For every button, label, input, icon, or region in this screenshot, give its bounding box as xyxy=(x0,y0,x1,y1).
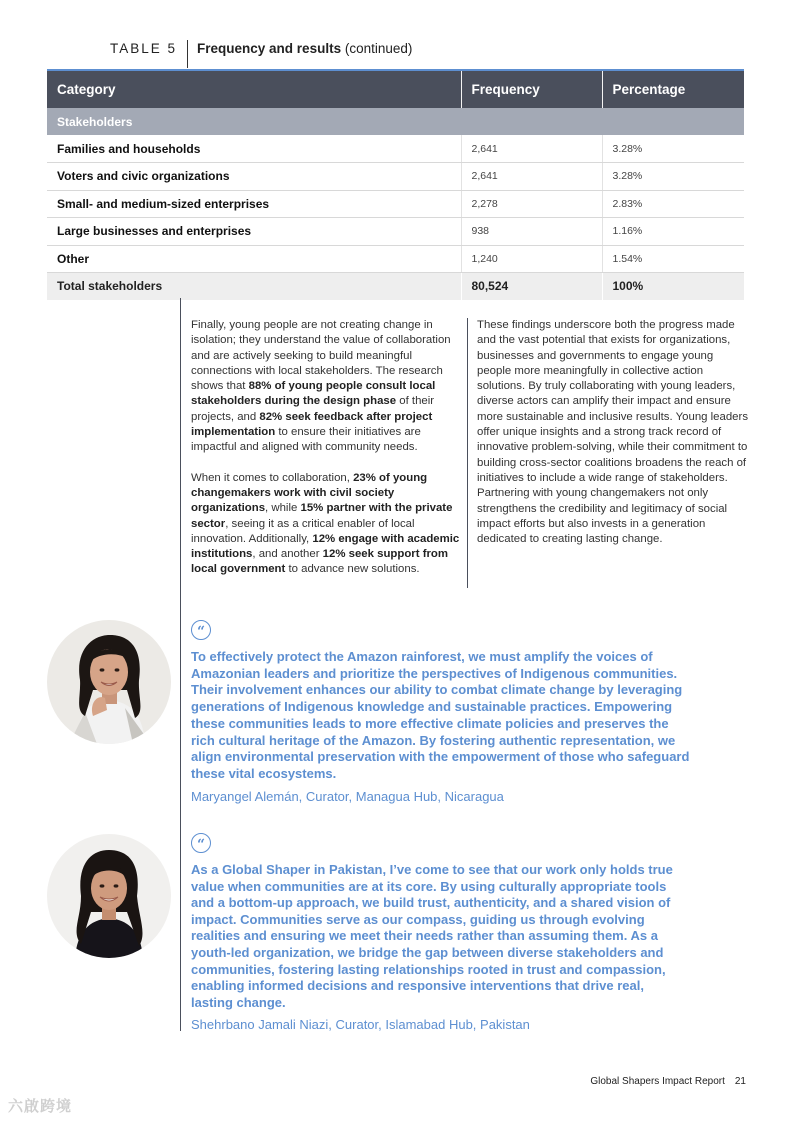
table-title-bold: Frequency and results xyxy=(197,41,342,56)
text-emphasis: 88% of young people consult local stakeholders during the design phase xyxy=(191,380,436,408)
total-row xyxy=(47,273,744,300)
row-category: Small- and medium-sized enterprises xyxy=(47,190,461,218)
text-run: to advance new solutions. xyxy=(285,563,420,576)
row-category: Families and households xyxy=(47,135,461,163)
table-row xyxy=(47,245,744,273)
quote-text: As a Global Shaper in Pakistan, I’ve come to see that our work only holds true value when communities are at its core. By using culturally appropriate tools and a bottom-up approach, we build trust, authenticity, and a shared vision of impact. Communities serve as our compass, guiding us through evolving realities and ensuring we meet their needs rather than assuming them. As a youth-led organization, we bridge the gap between diverse stakeholders and communities, fostering lasting relationships rooted in trust and compassion, enabling informed decisions and responsive interventions that drive real, lasting change. xyxy=(191,862,673,1010)
total-category: Total stakeholders xyxy=(47,273,461,300)
row-percentage: 3.28% xyxy=(602,135,744,163)
row-category: Large businesses and enterprises xyxy=(47,218,461,246)
paragraph-findings: These findings underscore both the progress made and the vast potential that exists for organizations, businesses and governments to engage young people more meaningfully in collective action solutions. By truly collaborating with young leaders, diverse actors can amplify their impact and ensure more sustainable and inclusive results. Young leaders offer unique insights and a strong track record of innovative problem-solving, while their commitment to building cross-sector coalitions broadens the reach of initiatives to include a wide range of stakeholders. Partnering with young changemakers not only strengthens the credibility and legitimacy of social impact efforts but also invests in a generation dedicated to creating lasting change. xyxy=(477,319,749,546)
total-frequency: 80,524 xyxy=(461,273,602,300)
portrait-photo-2 xyxy=(47,834,171,958)
section-label: Stakeholders xyxy=(47,108,744,135)
text-emphasis: 82% seek feedback after project implementation xyxy=(191,410,433,439)
body-column-left xyxy=(191,318,461,578)
quote-attribution: Shehrbano Jamali Niazi, Curator, Islamabad Hub, Pakistan xyxy=(191,1017,530,1033)
row-frequency: 938 xyxy=(461,218,602,246)
quote-text: To effectively protect the Amazon rainforest, we must amplify the voices of Amazonian leaders and prioritize the perspectives of Indigenous communities. Their involvement enhances our ability to combat climate change by leveraging generations of Indigenous knowledge and sustainable practices. Empowering these communities leads to more effective climate policies and preserves the rich cultural heritage of the Amazon. By fostering authentic representation, we align environmental preservation with the empowerment of those who safeguard these vital ecosystems. xyxy=(191,649,690,781)
text-run: , seeing it as a critical enabler of local innovation. Additionally, xyxy=(191,517,415,545)
row-frequency: 1,240 xyxy=(461,245,602,273)
text-run: , while xyxy=(265,502,301,515)
page-number: 21 xyxy=(734,1076,746,1087)
table-header-row xyxy=(47,70,744,108)
quote-attribution: Maryangel Alemán, Curator, Managua Hub, Nicaragua xyxy=(191,788,504,804)
text-emphasis: 15% partner with the private sector xyxy=(191,502,453,530)
paragraph-partners xyxy=(191,471,461,578)
row-category: Other xyxy=(47,245,461,273)
row-percentage: 1.16% xyxy=(602,218,744,246)
text-emphasis: 23% of young changemakers work with civil society organizations xyxy=(191,471,428,515)
text-run: Finally, young people are not creating change in isolation; they understand the value of collaboration and are actively seeking to build meaningful connections with local stakeholders. The research shows that xyxy=(191,319,451,393)
quote-maryangel xyxy=(191,620,711,805)
watermark-logo: 六啟跨境 xyxy=(8,1098,73,1115)
column-divider xyxy=(467,318,468,588)
section-row xyxy=(47,108,744,135)
avatar-maryangel xyxy=(47,620,171,744)
header-frequency: Frequency xyxy=(461,70,602,108)
text-run: , and another xyxy=(252,548,323,561)
table-row xyxy=(47,163,744,191)
row-frequency: 2,641 xyxy=(461,163,602,191)
quote-shehrbano xyxy=(191,833,711,1033)
text-emphasis: 12% engage with academic institutions xyxy=(191,532,460,561)
row-frequency: 2,278 xyxy=(461,190,602,218)
quote-mark-icon: “ xyxy=(191,620,211,640)
table-row xyxy=(47,190,744,218)
table-caption xyxy=(110,40,412,70)
portrait-photo-1 xyxy=(47,620,171,744)
table-label: TABLE 5 xyxy=(110,40,188,68)
total-percentage: 100% xyxy=(602,273,744,300)
table-row xyxy=(47,218,744,246)
frequency-table xyxy=(47,69,744,300)
paragraph-collaboration xyxy=(191,318,461,456)
text-emphasis: 12% seek support from local government xyxy=(191,548,449,576)
row-frequency: 2,641 xyxy=(461,135,602,163)
left-divider xyxy=(180,298,181,1031)
avatar-shehrbano xyxy=(47,834,171,958)
header-category: Category xyxy=(47,70,461,108)
quote-mark-icon: “ xyxy=(191,833,211,853)
page-footer xyxy=(590,1076,746,1087)
table-title xyxy=(188,40,412,58)
text-run: When it comes to collaboration, xyxy=(191,471,354,484)
row-percentage: 1.54% xyxy=(602,245,744,273)
body-column-right xyxy=(477,318,749,547)
row-percentage: 2.83% xyxy=(602,190,744,218)
table-title-rest: (continued) xyxy=(341,41,413,56)
header-percentage: Percentage xyxy=(602,70,744,108)
report-name: Global Shapers Impact Report xyxy=(590,1076,725,1087)
text-run: of their projects, and xyxy=(191,395,435,423)
text-run: to ensure their initiatives are impactful and aligned with community needs. xyxy=(191,426,421,454)
row-category: Voters and civic organizations xyxy=(47,163,461,191)
row-percentage: 3.28% xyxy=(602,163,744,191)
table-row xyxy=(47,135,744,163)
